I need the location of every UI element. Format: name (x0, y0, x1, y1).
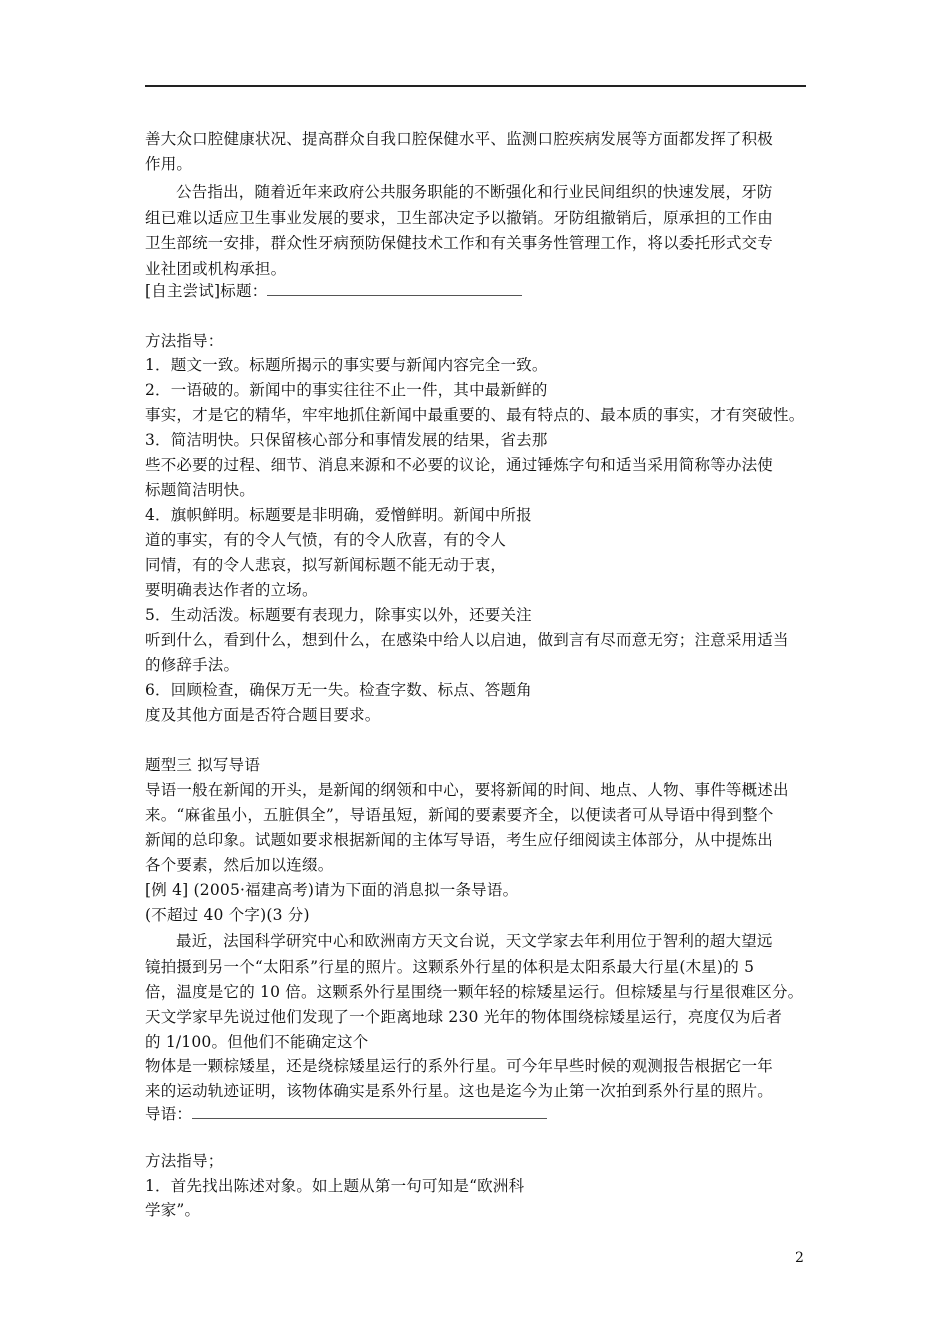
text-line: 听到什么，看到什么，想到什么，在感染中给人以启迪，做到言有尽而意无穷；注意采用适当 (145, 631, 789, 649)
text-line: 的 1/100。但他们不能确定这个 (145, 1033, 369, 1051)
text-line: 业社团或机构承担。 (145, 260, 287, 278)
text-line: 1．首先找出陈述对象。如上题从第一句可知是“欧洲科 (145, 1177, 525, 1195)
text-line: 物体是一颗棕矮星，还是绕棕矮星运行的系外行星。可今年早些时候的观测报告根据它一年 (145, 1057, 774, 1075)
text-line: 天文学家早先说过他们发现了一个距离地球 230 光年的物体围绕棕矮星运行，亮度仅为后者 (145, 1008, 783, 1026)
lead-answer-line (145, 1104, 547, 1124)
section-heading: 方法指导： (145, 332, 224, 350)
text-line: 6．回顾检查，确保万无一失。检查字数、标点、答题角 (145, 681, 532, 699)
text-line: 卫生部统一安排，群众性牙病预防保健技术工作和有关事务性管理工作，将以委托形式交专 (145, 234, 774, 252)
lead-answer-blank[interactable] (192, 1104, 547, 1119)
text-line: (不超过 40 个字)(3 分) (145, 906, 310, 924)
header-rule (145, 85, 806, 87)
text-line: 来。“麻雀虽小，五脏俱全”，导语虽短，新闻的要素要齐全，以便读者可从导语中得到整个 (145, 806, 774, 824)
text-line: 要明确表达作者的立场。 (145, 581, 318, 599)
text-line: 倍，温度是它的 10 倍。这颗系外行星围绕一颗年轻的棕矮星运行。但棕矮星与行星很难区分。 (145, 983, 804, 1001)
text-line: 事实，才是它的精华，牢牢地抓住新闻中最重要的、最有特点的、最本质的事实，才有突破性。 (145, 406, 805, 424)
text-line: 新闻的总印象。试题如要求根据新闻的主体写导语，考生应仔细阅读主体部分，从中提炼出 (145, 831, 774, 849)
text-line: 度及其他方面是否符合题目要求。 (145, 706, 381, 724)
text-line: 些不必要的过程、细节、消息来源和不必要的议论，通过锤炼字句和适当采用简称等办法使 (145, 456, 774, 474)
text-line: 3．简洁明快。只保留核心部分和事情发展的结果，省去那 (145, 431, 548, 449)
text-line: 公告指出，随着近年来政府公共服务职能的不断强化和行业民间组织的快速发展，牙防 (176, 183, 773, 201)
section-heading: 方法指导； (145, 1152, 224, 1170)
example-heading: [例 4] (2005·福建高考)请为下面的消息拟一条导语。 (145, 881, 519, 899)
text-line: 5．生动活泼。标题要有表现力，除事实以外，还要关注 (145, 606, 532, 624)
text-line: 2．一语破的。新闻中的事实往往不止一件，其中最新鲜的 (145, 381, 548, 399)
text-line: 1．题文一致。标题所揭示的事实要与新闻内容完全一致。 (145, 356, 548, 374)
text-line: 道的事实，有的令人气愤，有的令人欣喜，有的令人 (145, 531, 507, 549)
text-line: 的修辞手法。 (145, 656, 240, 674)
title-attempt-line (145, 281, 522, 301)
section-heading: 题型三 拟写导语 (145, 756, 261, 774)
text-line: 镜拍摄到另一个“太阳系”行星的照片。这颗系外行星的体积是太阳系最大行星(木星)的 5 (145, 958, 755, 976)
text-line: 同情，有的令人悲哀，拟写新闻标题不能无动于衷， (145, 556, 507, 574)
lead-answer-label: 导语： (145, 1105, 193, 1123)
text-line: 标题简洁明快。 (145, 481, 255, 499)
text-line: 导语一般在新闻的开头，是新闻的纲领和中心，要将新闻的时间、地点、人物、事件等概述出 (145, 781, 789, 799)
text-line: 最近，法国科学研究中心和欧洲南方天文台说，天文学家去年利用位于智利的超大望远 (176, 932, 773, 950)
text-line: 各个要素，然后加以连缀。 (145, 856, 334, 874)
page-number: 2 (795, 1250, 804, 1266)
title-attempt-label: [自主尝试]标题： (145, 282, 268, 300)
text-line: 4．旗帜鲜明。标题要是非明确，爱憎鲜明。新闻中所报 (145, 506, 532, 524)
text-line: 作用。 (145, 155, 193, 173)
text-line: 组已难以适应卫生事业发展的要求，卫生部决定予以撤销。牙防组撤销后，原承担的工作由 (145, 209, 774, 227)
title-answer-blank[interactable] (267, 281, 522, 296)
text-line: 来的运动轨迹证明，该物体确实是系外行星。这也是迄今为止第一次拍到系外行星的照片。 (145, 1082, 774, 1100)
text-line: 学家”。 (145, 1201, 201, 1219)
text-line: 善大众口腔健康状况、提高群众自我口腔保健水平、监测口腔疾病发展等方面都发挥了积极 (145, 130, 774, 148)
